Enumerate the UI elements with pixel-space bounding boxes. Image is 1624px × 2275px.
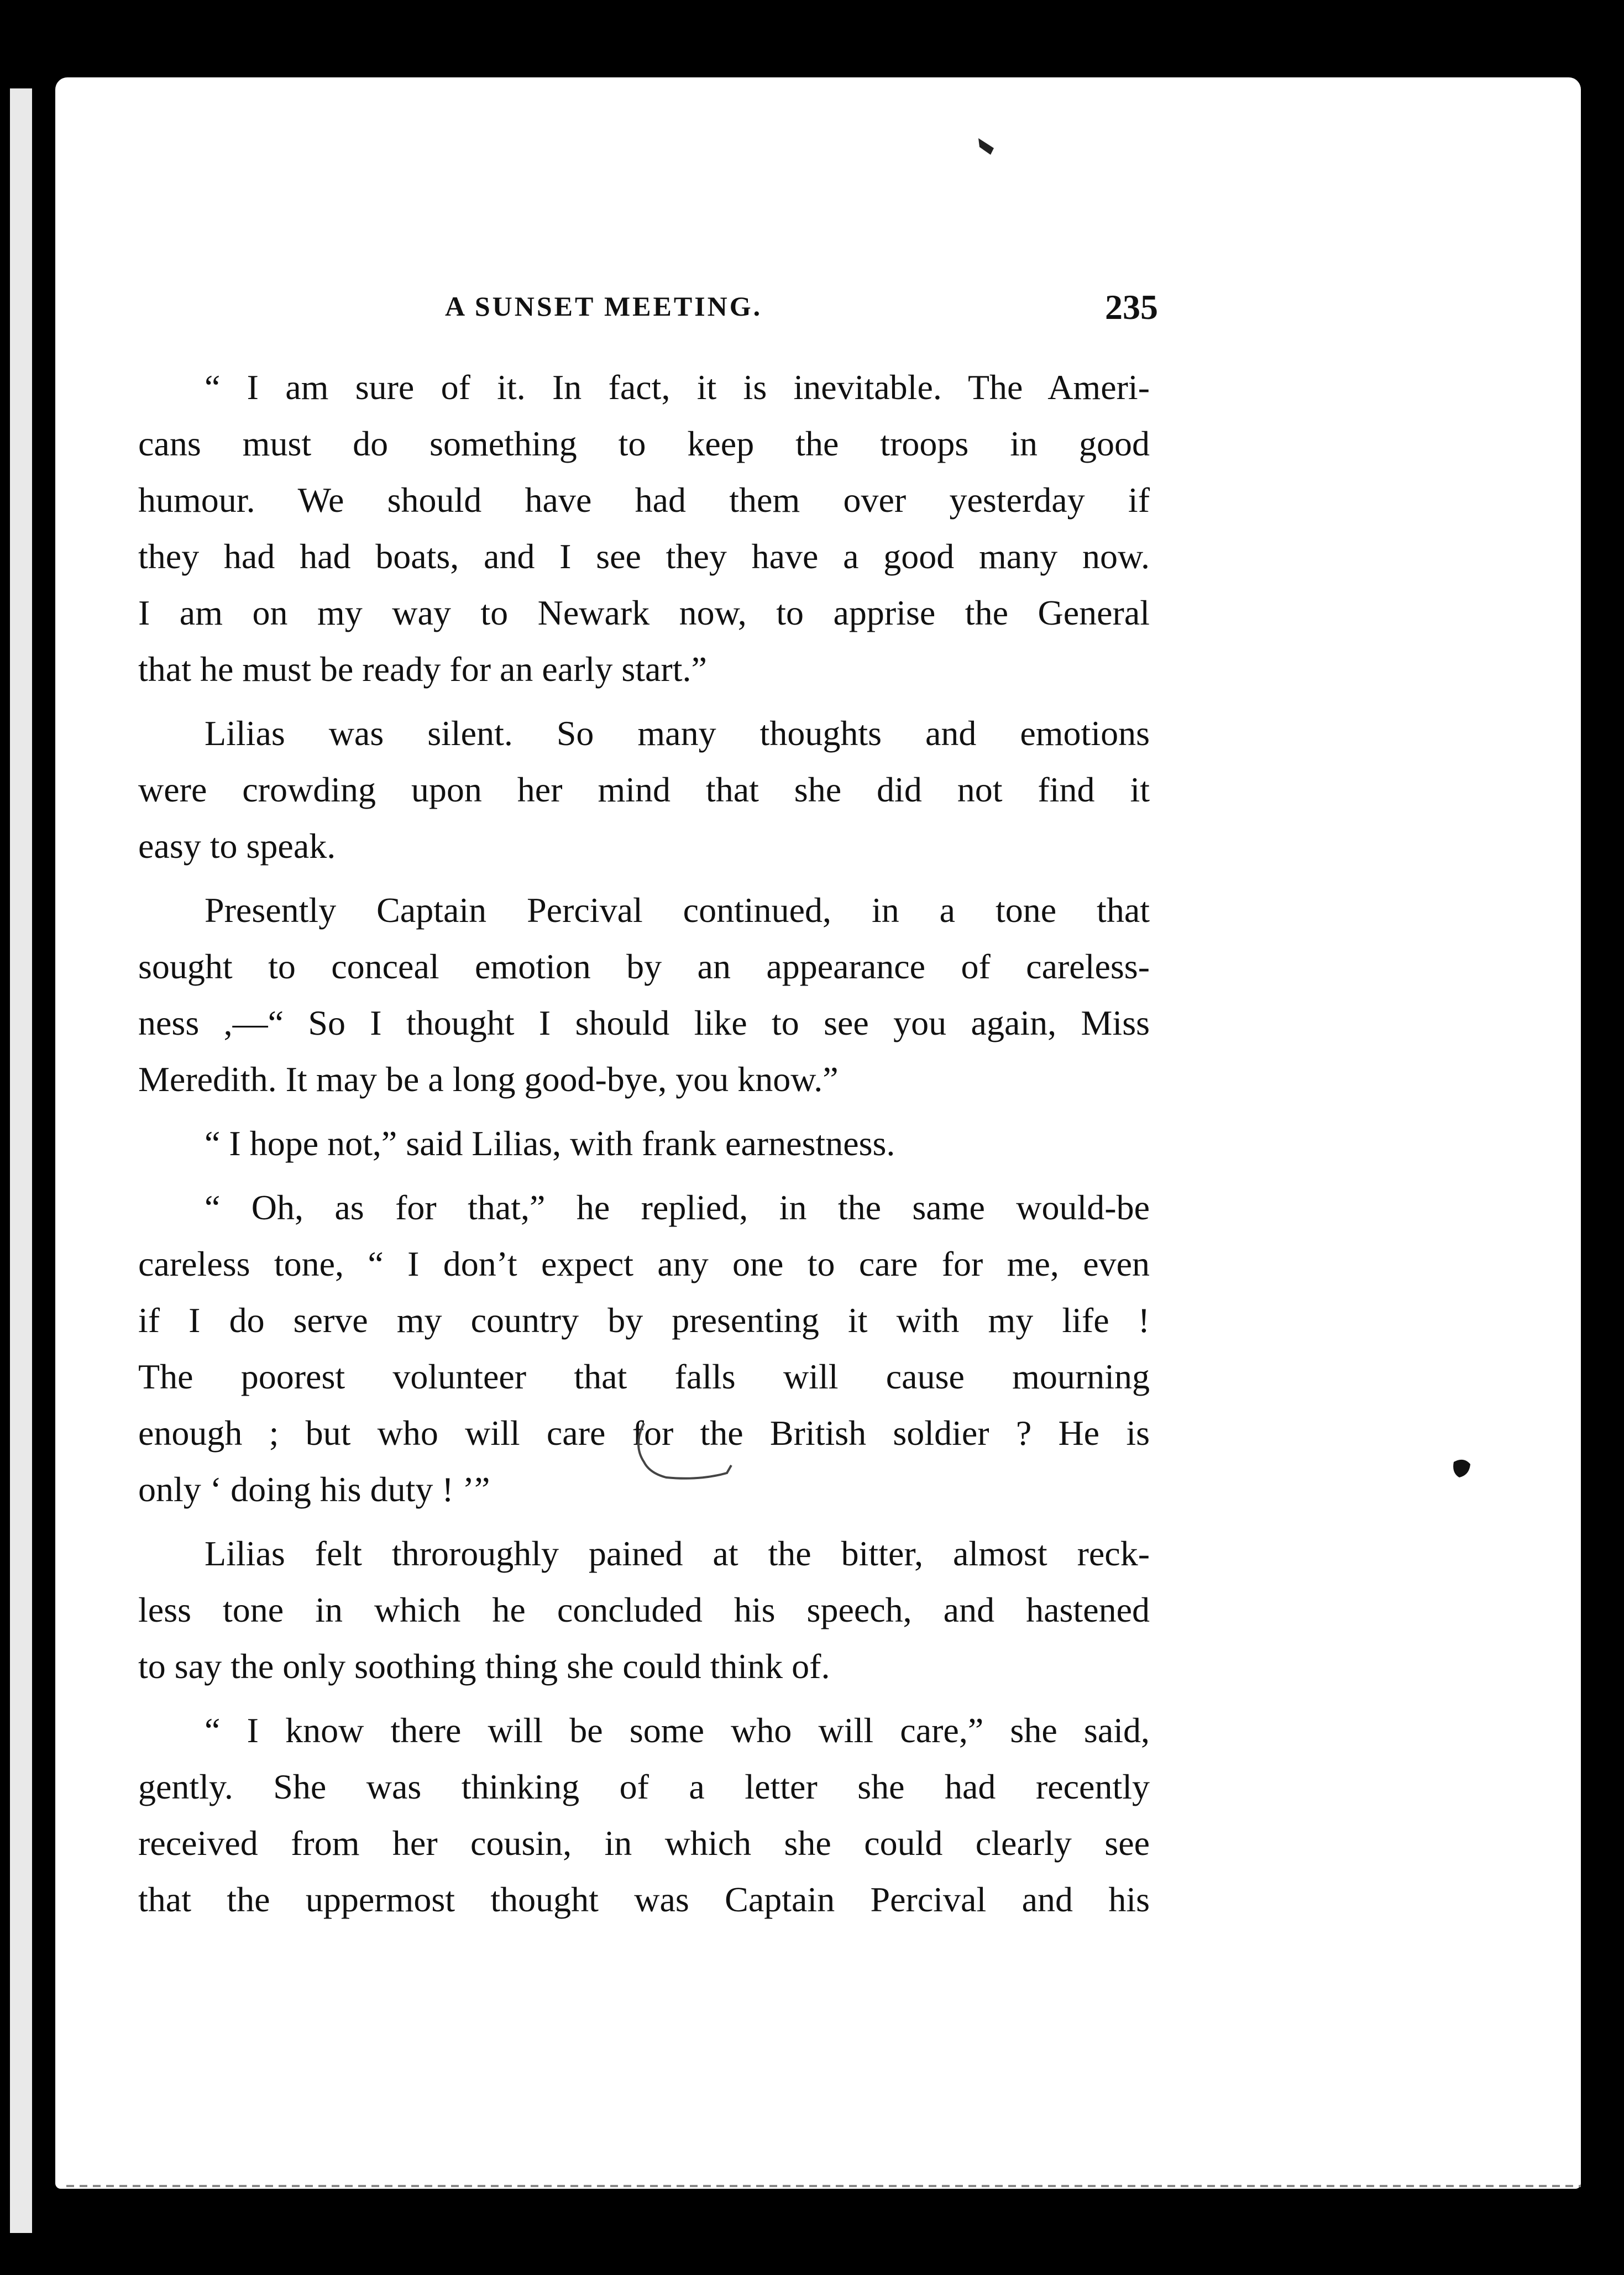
page-number: 235 — [1105, 287, 1158, 327]
text-line: that he must be ready for an early start.” — [138, 649, 707, 689]
text-line: ness ,—“ So I thought I should like to see you again, Miss — [138, 1003, 1150, 1042]
text-line: easy to speak. — [138, 826, 336, 866]
text-line: gently. She was thinking of a letter she had recently — [138, 1767, 1150, 1806]
text-line: sought to conceal emotion by an appearance of careless- — [138, 947, 1150, 986]
text-line: Lilias was silent. So many thoughts and emotions — [205, 714, 1150, 753]
text-line: “ I hope not,” said Lilias, with frank earnestness. — [205, 1124, 895, 1163]
text-line: “ I know there will be some who will care,” she said, — [205, 1711, 1150, 1750]
text-line: I am on my way to Newark now, to apprise the General — [138, 593, 1150, 632]
body-text — [138, 359, 1150, 1936]
book-spine-edge — [10, 88, 32, 2233]
text-line: they had had boats, and I see they have a good many now. — [138, 537, 1150, 576]
running-head-title: A SUNSET MEETING. — [445, 291, 763, 322]
text-line: were crowding upon her mind that she did not find it — [138, 770, 1150, 809]
paragraph — [138, 882, 1150, 1108]
text-line: to say the only soothing thing she could think of. — [138, 1647, 830, 1686]
text-line: Presently Captain Percival continued, in a tone that — [205, 890, 1150, 930]
text-line: humour. We should have had them over yesterday if — [138, 480, 1150, 520]
paragraph — [138, 1526, 1150, 1695]
paragraph — [138, 1702, 1150, 1928]
text-line: The poorest volunteer that falls will cause mourning — [138, 1357, 1150, 1396]
text-line: Meredith. It may be a long good-bye, you know.” — [138, 1060, 839, 1099]
running-head — [445, 287, 1158, 334]
text-line: Lilias felt throroughly pained at the bitter, almost reck- — [205, 1534, 1150, 1573]
text-line: careless tone, “ I don’t expect any one to care for me, even — [138, 1244, 1150, 1283]
text-line: only ‘ doing his duty ! ’” — [138, 1470, 490, 1509]
paragraph — [138, 359, 1150, 698]
paragraph — [138, 1180, 1150, 1518]
text-line: cans must do something to keep the troops in good — [138, 424, 1150, 463]
text-line: if I do serve my country by presenting it with my life ! — [138, 1301, 1150, 1340]
text-line: received from her cousin, in which she could clearly see — [138, 1823, 1150, 1863]
text-line: “ Oh, as for that,” he replied, in the same would-be — [205, 1188, 1150, 1227]
text-line: that the uppermost thought was Captain Percival and his — [138, 1880, 1150, 1919]
paragraph — [138, 1115, 1150, 1172]
text-line: “ I am sure of it. In fact, it is inevitable. The Ameri- — [205, 368, 1150, 407]
paragraph — [138, 705, 1150, 874]
text-line: enough ; but who will care for the British soldier ? He is — [138, 1413, 1150, 1453]
text-line: less tone in which he concluded his speech, and hastened — [138, 1590, 1150, 1629]
